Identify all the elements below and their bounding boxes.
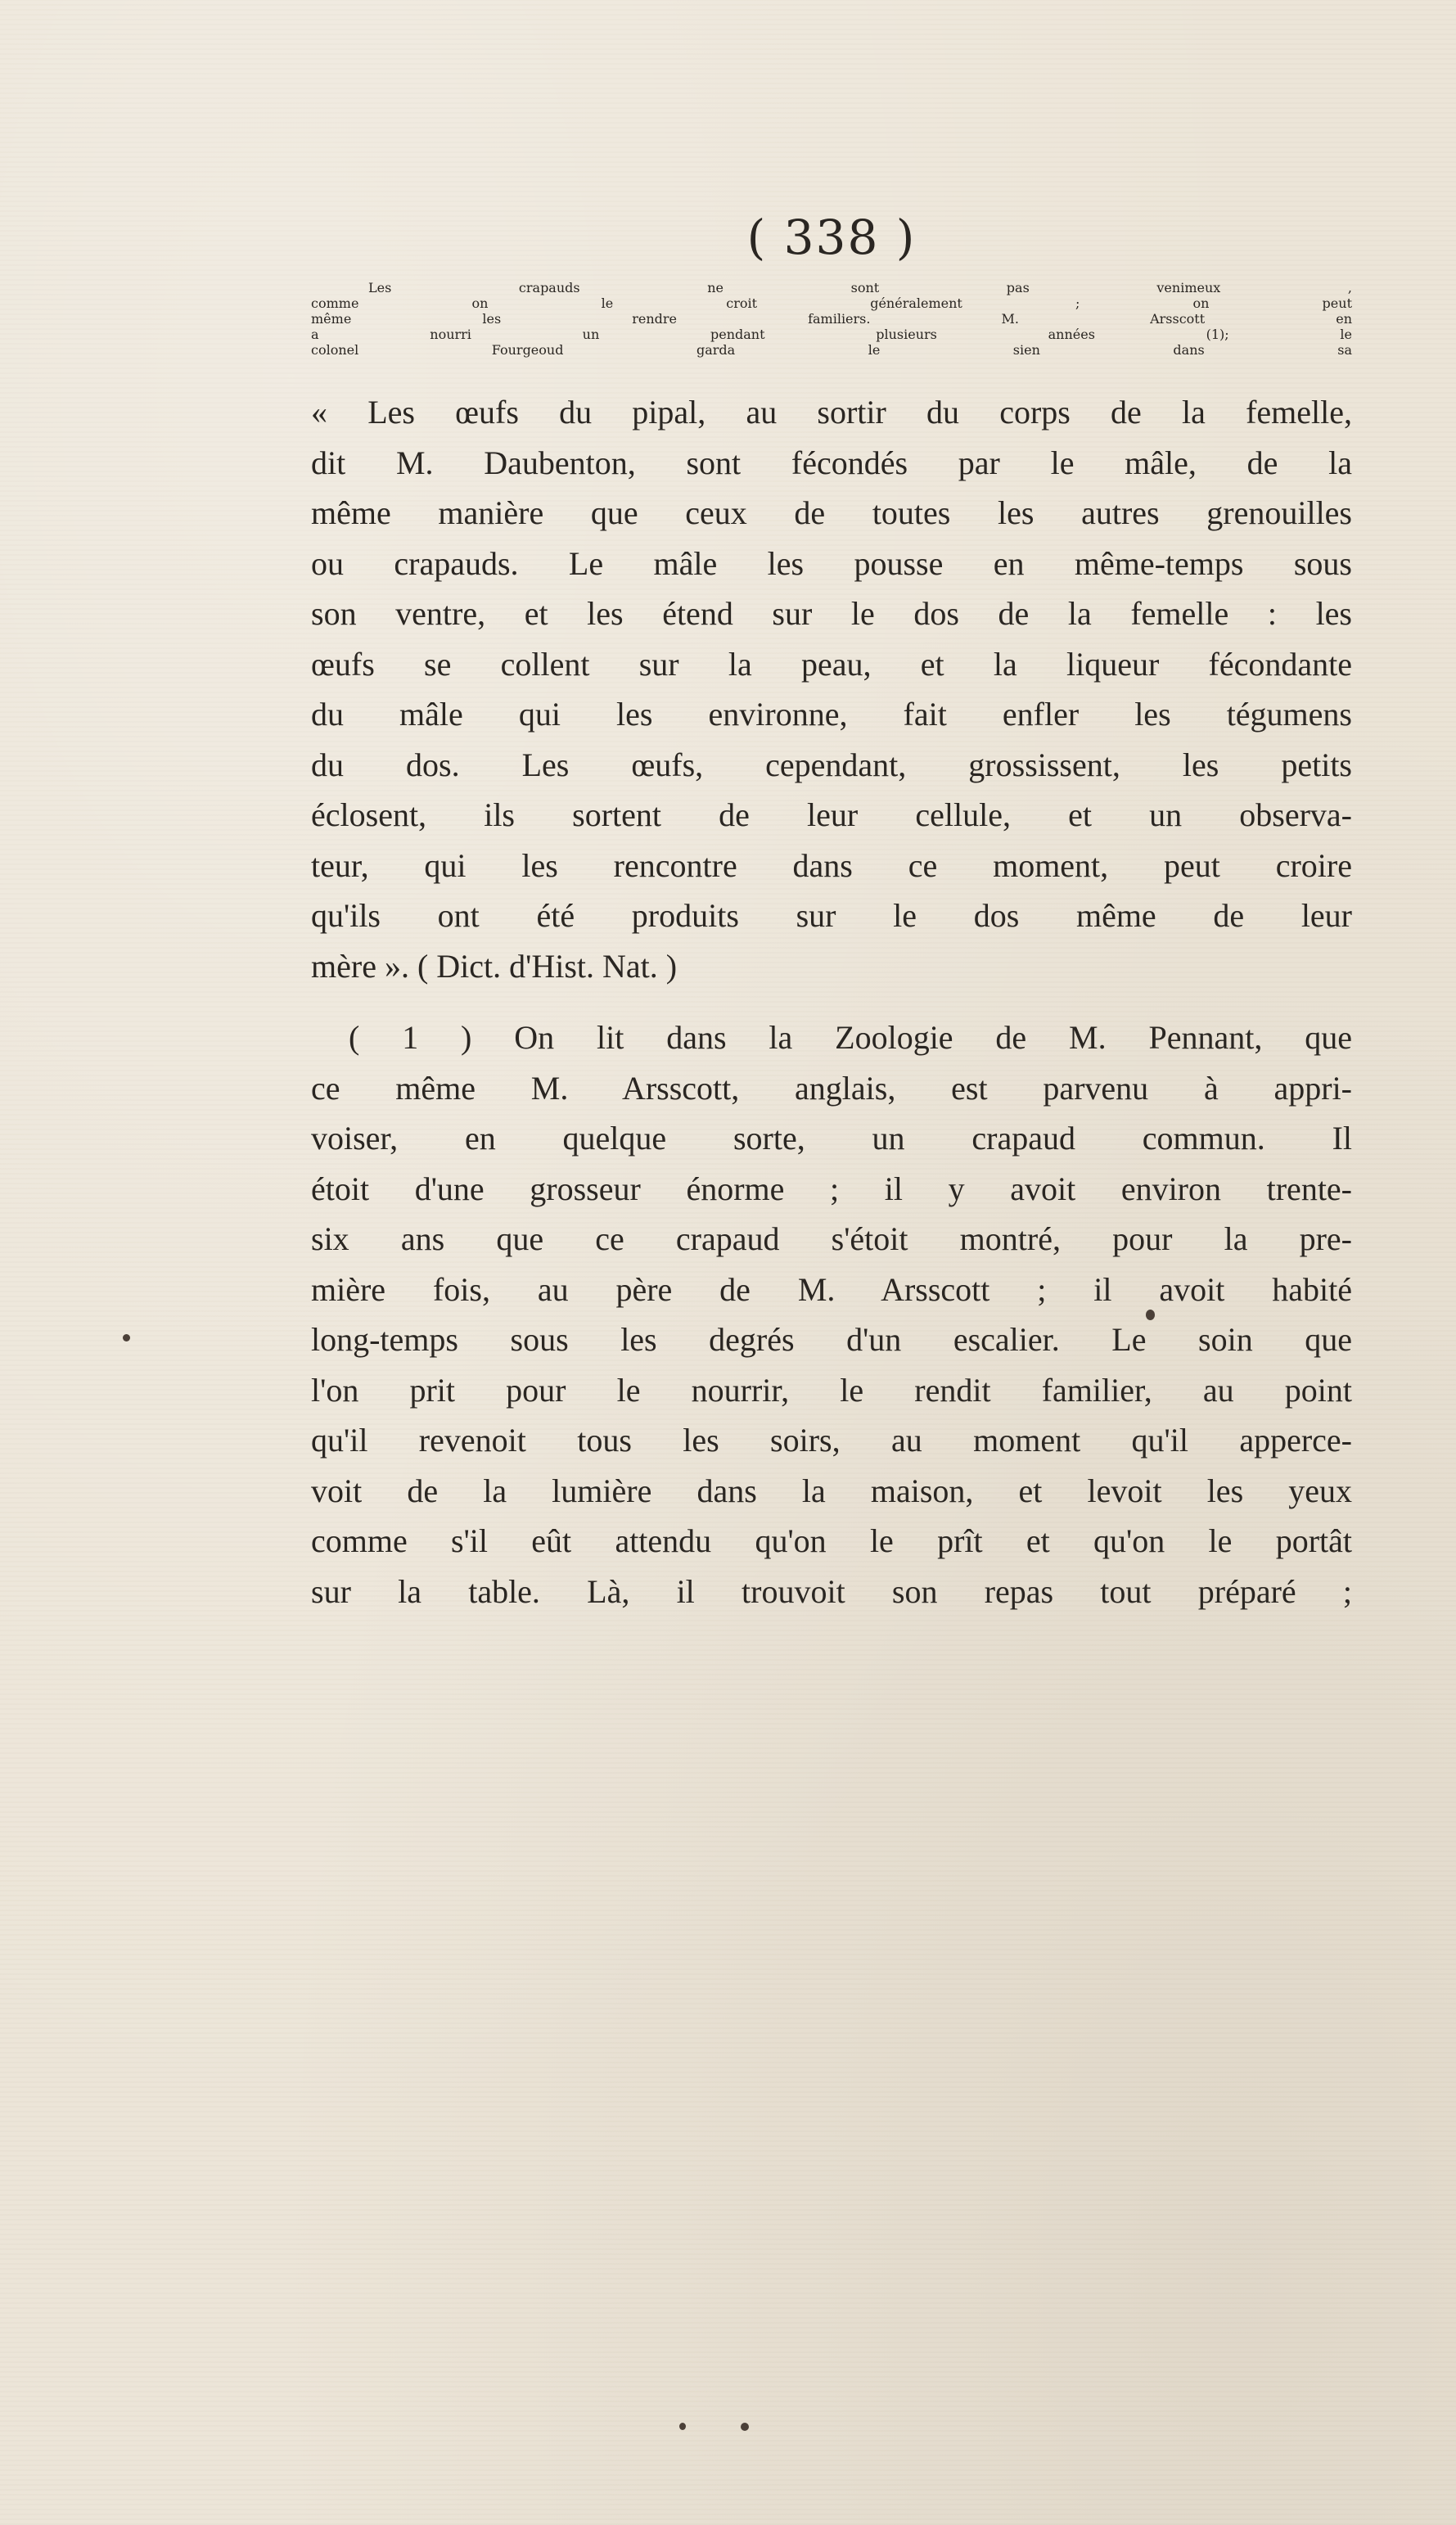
footnote-line: sur la table. Là, il trouvoit son repas tout préparé ; [311, 1572, 1352, 1610]
note-line: « Les œufs du pipal, au sortir du corps de la femelle, [311, 394, 1352, 431]
quoted-note [311, 387, 1352, 991]
footnote-line: long-temps sous les degrés d'un escalier. Le soin que [311, 1321, 1352, 1358]
footnote-line: étoit d'une grosseur énorme ; il y avoit environ trente- [311, 1170, 1352, 1207]
main-paragraph [311, 280, 1352, 358]
footnote-line: ce même M. Arsscott, anglais, est parvenu à appri- [311, 1069, 1352, 1107]
note-line: qu'ils ont été produits sur le dos même de leur [311, 897, 1352, 934]
note-line: teur, qui les rencontre dans ce moment, peut croire [311, 846, 1352, 884]
footnote-line: voiser, en quelque sorte, un crapaud commun. Il [311, 1120, 1352, 1157]
main-line: a nourri un pendant plusieurs années (1); le [311, 327, 1352, 342]
ink-speck [679, 2423, 686, 2430]
footnote-line: l'on prit pour le nourrir, le rendit familier, au point [311, 1371, 1352, 1409]
ink-speck [1146, 1310, 1155, 1320]
note-line: même manière que ceux de toutes les autres grenouilles [311, 494, 1352, 531]
note-line: dit M. Daubenton, sont fécondés par le mâle, de la [311, 444, 1352, 481]
footnote-line: qu'il revenoit tous les soirs, au moment qu'il apperce- [311, 1422, 1352, 1459]
note-line: du dos. Les œufs, cependant, grossissent, les petits [311, 746, 1352, 783]
main-line: même les rendre familiers. M. Arsscott en [311, 311, 1352, 327]
footnote-line: comme s'il eût attendu qu'on le prît et qu'on le portât [311, 1522, 1352, 1559]
main-line: Les crapauds ne sont pas venimeux , [368, 280, 1352, 295]
page-number: ( 338 ) [746, 210, 917, 265]
footnote-line: mière fois, au père de M. Arsscott ; il avoit habité [311, 1270, 1352, 1308]
note-line: œufs se collent sur la peau, et la liqueur fécondante [311, 645, 1352, 683]
note-line: mère ». ( Dict. d'Hist. Nat. ) [311, 947, 678, 985]
note-line: ou crapauds. Le mâle les pousse en même-temps sous [311, 544, 1352, 582]
note-line: du mâle qui les environne, fait enfler les tégumens [311, 696, 1352, 733]
ink-speck [741, 2423, 749, 2431]
footnote [311, 1012, 1352, 1616]
footnote-line: ( 1 ) On lit dans la Zoologie de M. Pennant, que [349, 1019, 1352, 1056]
note-line: son ventre, et les étend sur le dos de la femelle : les [311, 595, 1352, 632]
main-line: colonel Fourgeoud garda le sien dans sa [311, 342, 1352, 358]
main-line: comme on le croit généralement ; on peut [311, 295, 1352, 311]
footnote-line: six ans que ce crapaud s'étoit montré, pour la pre- [311, 1220, 1352, 1257]
book-page [311, 205, 1352, 2415]
note-line: éclosent, ils sortent de leur cellule, et un observa- [311, 796, 1352, 833]
footnote-line: voit de la lumière dans la maison, et levoit les yeux [311, 1472, 1352, 1509]
ink-speck [123, 1334, 130, 1341]
